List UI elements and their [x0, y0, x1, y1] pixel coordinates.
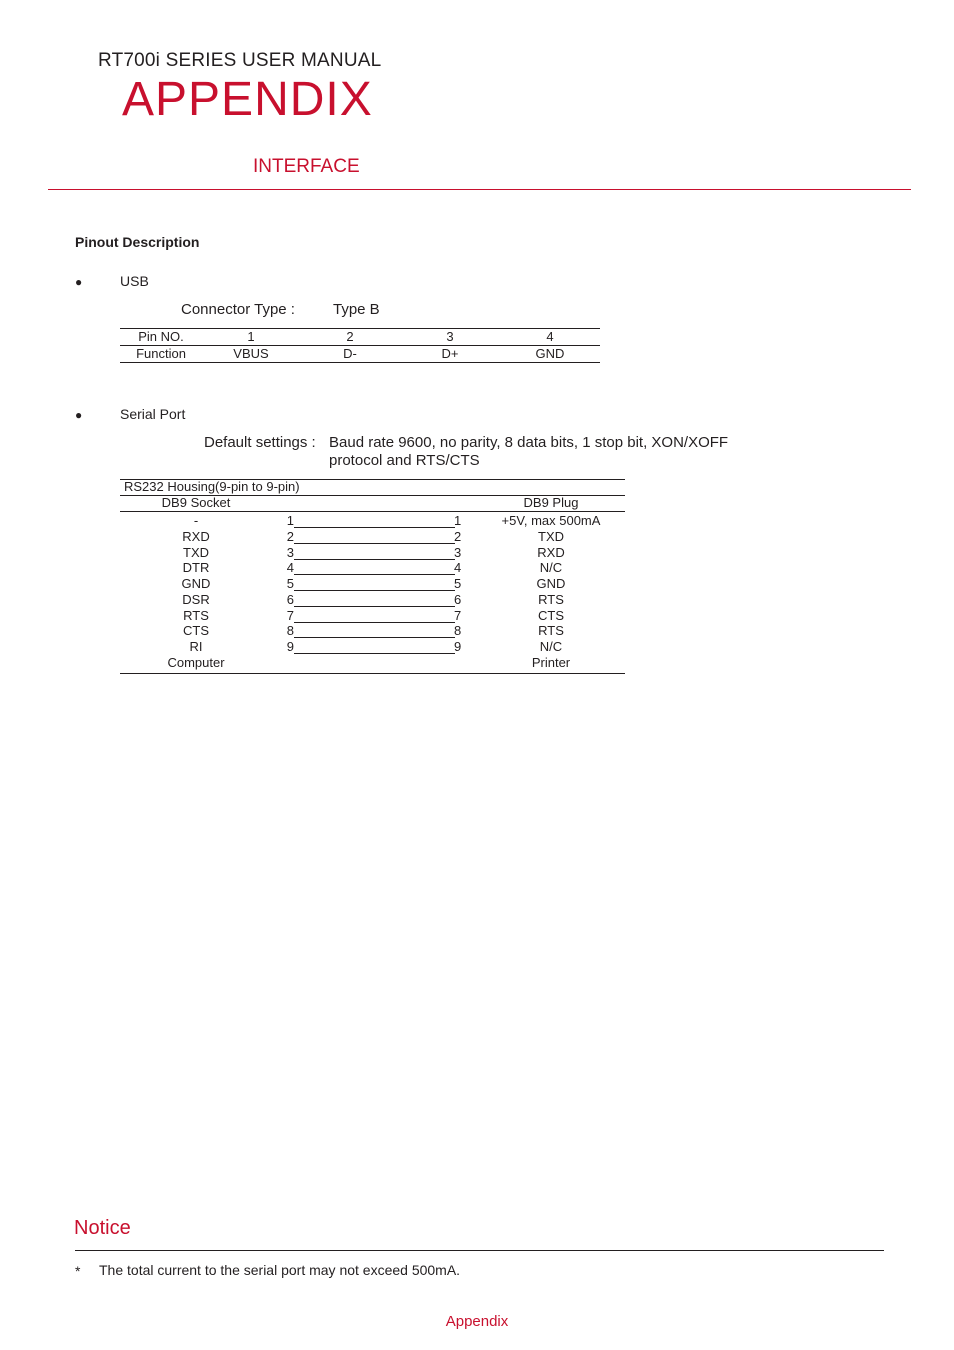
- plug-pin: 2: [454, 528, 462, 544]
- plug-signal: N/C: [539, 560, 563, 576]
- plug-pin: 4: [454, 560, 462, 576]
- socket-signal: DSR: [182, 591, 210, 607]
- table-cell: 1: [202, 329, 300, 346]
- serial-port-label: Serial Port: [120, 406, 186, 422]
- db9-socket-header: DB9 Socket: [161, 495, 231, 510]
- header-divider: [48, 189, 911, 190]
- usb-pin-row: [120, 329, 600, 346]
- table-rule: [120, 673, 625, 674]
- plug-signal: +5V, max 500mA: [501, 513, 601, 528]
- wire-line: [294, 653, 455, 654]
- plug-signal: RTS: [538, 623, 564, 639]
- db9-plug-header: DB9 Plug: [523, 495, 579, 510]
- socket-signal: RI: [189, 639, 203, 654]
- computer-label: Computer: [167, 655, 225, 670]
- plug-pin: 1: [454, 513, 462, 528]
- usb-label: USB: [120, 273, 149, 289]
- plug-signal: CTS: [538, 607, 564, 623]
- socket-signal: CTS: [183, 623, 209, 639]
- table-row: [120, 560, 625, 576]
- socket-pin: 5: [286, 576, 294, 591]
- table-cell: VBUS: [233, 346, 269, 361]
- plug-signal: N/C: [539, 639, 563, 654]
- usb-bullet-icon: ●: [75, 275, 83, 289]
- socket-signal: DTR: [182, 560, 210, 576]
- table-cell: GND: [535, 346, 565, 361]
- table-row: [120, 639, 625, 655]
- notice-title: Notice: [74, 1217, 131, 1239]
- table-row: [120, 623, 625, 639]
- socket-pin: 8: [286, 623, 294, 639]
- pinout-heading: Pinout Description: [75, 234, 200, 250]
- plug-signal: TXD: [538, 528, 564, 544]
- section-title: INTERFACE: [253, 156, 360, 177]
- notice-asterisk: *: [75, 1263, 81, 1279]
- plug-pin: 3: [454, 544, 462, 560]
- connector-type-value: Type B: [333, 301, 380, 318]
- table-cell: Function: [136, 346, 186, 361]
- default-settings-value: Baud rate 9600, no parity, 8 data bits, 1 stop bit, XON/XOFF protocol and RTS/CTS: [329, 434, 729, 469]
- socket-signal: GND: [181, 576, 211, 591]
- plug-signal: GND: [536, 576, 566, 591]
- table-cell: 3: [400, 329, 500, 346]
- socket-pin: 1: [286, 513, 294, 528]
- table-row: [120, 513, 625, 529]
- manual-series-title: RT700i SERIES USER MANUAL: [98, 50, 382, 71]
- plug-pin: 7: [454, 607, 462, 623]
- notice-divider: [75, 1250, 884, 1251]
- usb-function-row: [120, 346, 600, 363]
- table-cell: 4: [500, 329, 600, 346]
- page-title: APPENDIX: [122, 73, 373, 126]
- socket-pin: 9: [286, 639, 294, 654]
- socket-signal: -: [193, 513, 199, 528]
- rs232-footer-row: [120, 655, 625, 671]
- printer-label: Printer: [531, 655, 571, 670]
- socket-pin: 2: [286, 528, 294, 544]
- plug-signal: RTS: [538, 591, 564, 607]
- socket-pin: 4: [286, 560, 294, 576]
- socket-pin: 3: [286, 544, 294, 560]
- plug-pin: 9: [454, 639, 462, 654]
- plug-pin: 8: [454, 623, 462, 639]
- table-cell: Pin NO.: [120, 329, 202, 346]
- rs232-title: RS232 Housing(9-pin to 9-pin): [124, 479, 300, 494]
- table-row: [120, 529, 625, 545]
- plug-signal: RXD: [537, 544, 565, 560]
- page-footer-label: Appendix: [445, 1313, 509, 1330]
- table-cell: 2: [300, 329, 400, 346]
- connector-type-label: Connector Type :: [181, 301, 295, 318]
- table-cell: D-: [343, 346, 357, 361]
- plug-pin: 6: [454, 591, 462, 607]
- serial-bullet-icon: ●: [75, 408, 83, 422]
- socket-signal: RXD: [182, 528, 210, 544]
- table-cell: D+: [441, 346, 459, 361]
- socket-signal: TXD: [183, 544, 209, 560]
- table-row: [120, 576, 625, 592]
- rs232-rows: [120, 513, 625, 655]
- default-settings-label: Default settings :: [204, 434, 316, 451]
- socket-signal: RTS: [183, 607, 209, 623]
- usb-pinout-table: [120, 328, 600, 363]
- table-row: [120, 608, 625, 624]
- plug-pin: 5: [454, 576, 462, 591]
- socket-pin: 6: [286, 591, 294, 607]
- socket-pin: 7: [286, 607, 294, 623]
- notice-text: The total current to the serial port may not exceed 500mA.: [99, 1262, 461, 1278]
- table-row: [120, 545, 625, 561]
- table-row: [120, 592, 625, 608]
- table-rule: [120, 511, 625, 512]
